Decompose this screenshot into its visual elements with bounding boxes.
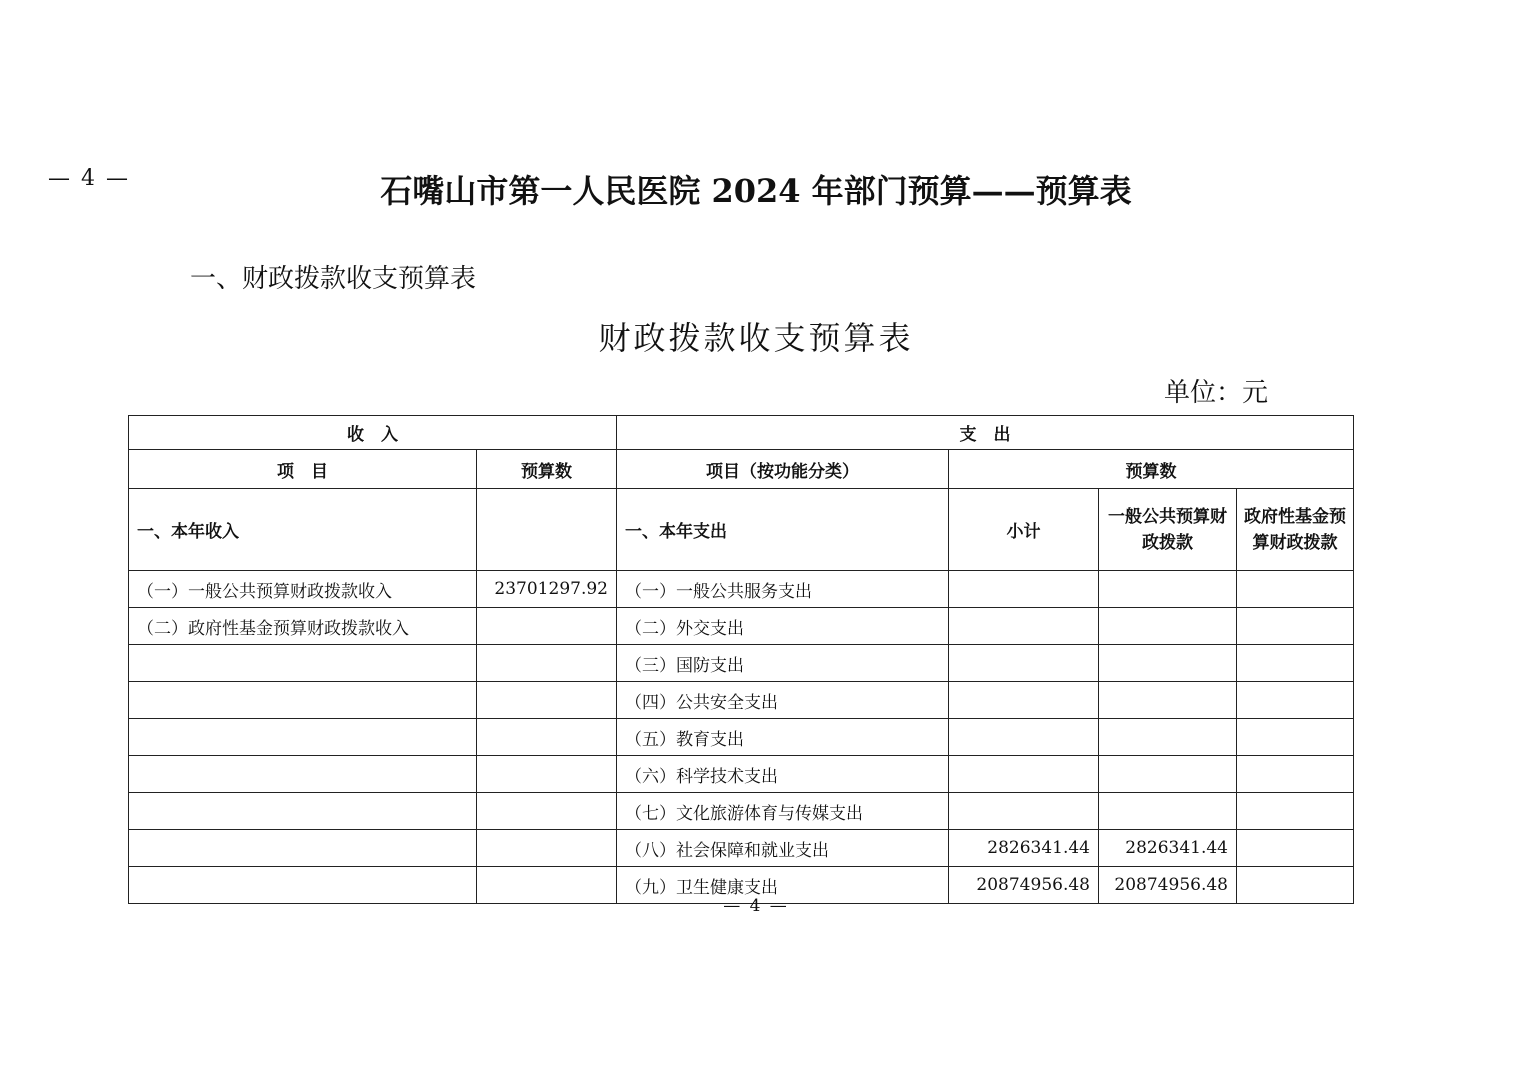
expense-year-label: 一、本年支出 — [617, 489, 949, 571]
table-row — [129, 793, 1354, 830]
expense-item-cell: （二）外交支出 — [617, 608, 949, 645]
subtotal-cell: 2826341.44 — [949, 830, 1099, 867]
general-budget-cell — [1099, 756, 1237, 793]
expense-item-cell: （八）社会保障和就业支出 — [617, 830, 949, 867]
fund-budget-cell — [1237, 719, 1354, 756]
table-row — [129, 608, 1354, 645]
income-item-cell: （二）政府性基金预算财政拨款收入 — [129, 608, 477, 645]
general-budget-header: 一般公共预算财政拨款 — [1099, 489, 1237, 571]
income-budget-header: 预算数 — [477, 450, 617, 489]
subtotal-header: 小计 — [949, 489, 1099, 571]
income-item-cell — [129, 682, 477, 719]
table-row — [129, 682, 1354, 719]
income-item-cell — [129, 830, 477, 867]
fund-budget-cell — [1237, 793, 1354, 830]
general-budget-cell: 20874956.48 — [1099, 867, 1237, 904]
page-number-top: — 4 — — [48, 166, 130, 191]
income-budget-cell — [477, 682, 617, 719]
fund-budget-cell — [1237, 571, 1354, 608]
subtotal-cell: 20874956.48 — [949, 867, 1099, 904]
page-number-bottom: — 4 — — [723, 896, 789, 916]
section-heading: 一、财政拨款收支预算表 — [190, 264, 477, 294]
general-budget-cell: 2826341.44 — [1099, 830, 1237, 867]
subtotal-cell — [949, 793, 1099, 830]
fund-budget-cell — [1237, 830, 1354, 867]
general-budget-cell — [1099, 645, 1237, 682]
income-item-cell — [129, 719, 477, 756]
income-item-cell: （一）一般公共预算财政拨款收入 — [129, 571, 477, 608]
subtotal-cell — [949, 608, 1099, 645]
expense-group-header: 支 出 — [617, 416, 1354, 450]
income-budget-cell — [477, 756, 617, 793]
unit-label: 单位：元 — [1163, 378, 1268, 408]
subtotal-cell — [949, 719, 1099, 756]
fund-budget-cell — [1237, 682, 1354, 719]
table-row — [129, 719, 1354, 756]
table-row — [129, 756, 1354, 793]
table-row — [129, 645, 1354, 682]
income-year-label: 一、本年收入 — [129, 489, 477, 571]
table-column-header — [129, 450, 1354, 489]
income-budget-cell — [477, 645, 617, 682]
subtotal-cell — [949, 756, 1099, 793]
income-item-cell — [129, 793, 477, 830]
expense-item-cell: （三）国防支出 — [617, 645, 949, 682]
income-budget-cell — [477, 608, 617, 645]
table-subheader — [129, 489, 1354, 571]
expense-item-header: 项目（按功能分类） — [617, 450, 949, 489]
income-group-header: 收 入 — [129, 416, 617, 450]
subtotal-cell — [949, 682, 1099, 719]
fund-budget-header: 政府性基金预算财政拨款 — [1237, 489, 1354, 571]
table-title: 财政拨款收支预算表 — [598, 319, 914, 357]
income-item-header: 项 目 — [129, 450, 477, 489]
table-row — [129, 830, 1354, 867]
budget-table — [128, 415, 1354, 904]
income-budget-cell — [477, 719, 617, 756]
subtotal-cell — [949, 571, 1099, 608]
income-budget-cell — [477, 830, 617, 867]
income-year-value — [477, 489, 617, 571]
income-item-cell — [129, 645, 477, 682]
document-title: 石嘴山市第一人民医院 2024 年部门预算——预算表 — [380, 172, 1132, 210]
income-budget-cell: 23701297.92 — [477, 571, 617, 608]
general-budget-cell — [1099, 793, 1237, 830]
income-budget-cell — [477, 793, 617, 830]
expense-budget-header: 预算数 — [949, 450, 1354, 489]
general-budget-cell — [1099, 719, 1237, 756]
table-group-header — [129, 416, 1354, 450]
fund-budget-cell — [1237, 608, 1354, 645]
table-row — [129, 571, 1354, 608]
fund-budget-cell — [1237, 645, 1354, 682]
general-budget-cell — [1099, 608, 1237, 645]
expense-item-cell: （四）公共安全支出 — [617, 682, 949, 719]
income-item-cell — [129, 756, 477, 793]
expense-item-cell: （九）卫生健康支出 — [617, 867, 949, 904]
expense-item-cell: （六）科学技术支出 — [617, 756, 949, 793]
general-budget-cell — [1099, 682, 1237, 719]
expense-item-cell: （一）一般公共服务支出 — [617, 571, 949, 608]
expense-item-cell: （五）教育支出 — [617, 719, 949, 756]
fund-budget-cell — [1237, 756, 1354, 793]
subtotal-cell — [949, 645, 1099, 682]
general-budget-cell — [1099, 571, 1237, 608]
expense-item-cell: （七）文化旅游体育与传媒支出 — [617, 793, 949, 830]
